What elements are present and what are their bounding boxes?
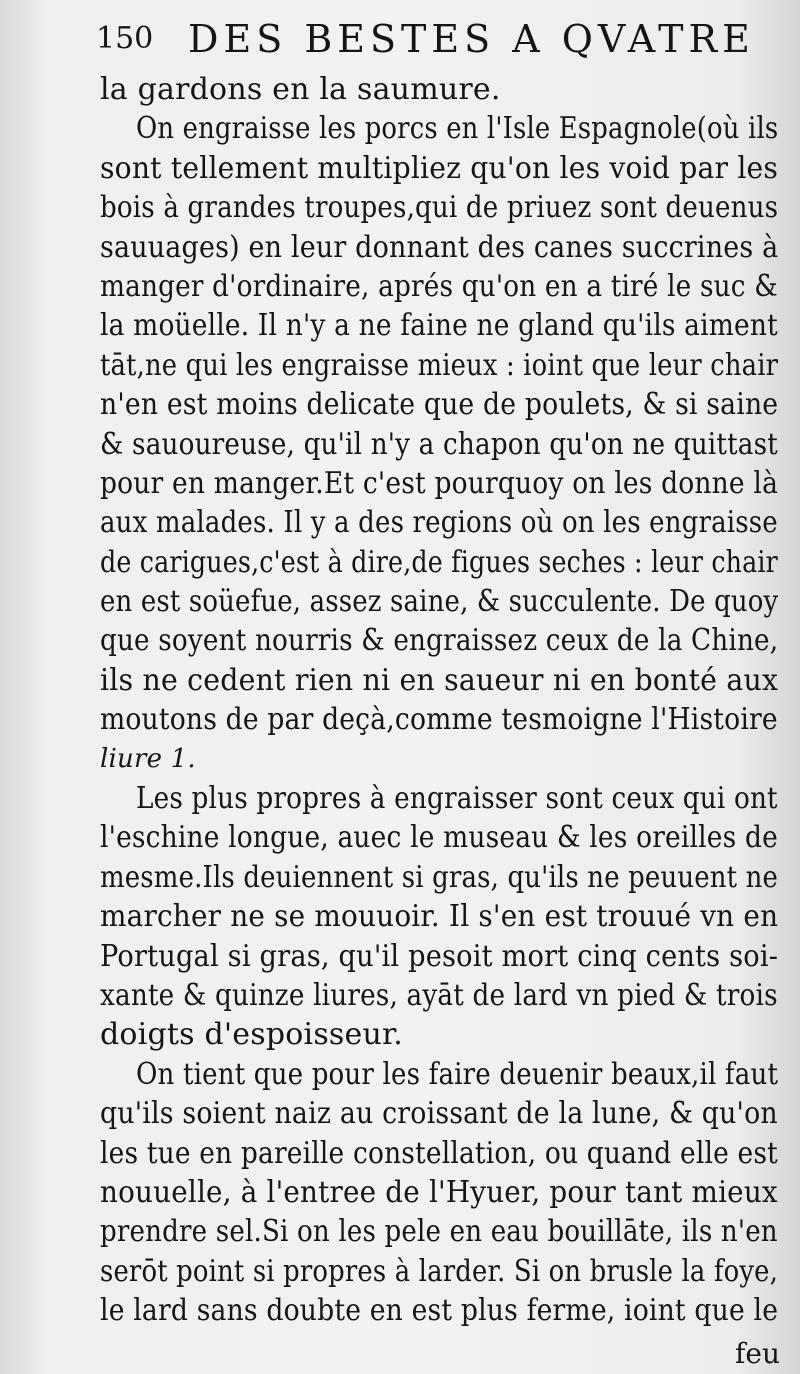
text-line: la moüelle. Il n'y a ne faine ne gland qu'ils aiment (100, 308, 778, 344)
text-line: manger d'ordinaire, aprés qu'on en a tiré le suc & (100, 268, 778, 304)
text-line: sauuages) en leur donnant des canes succrines à (100, 229, 778, 265)
text-line: aux malades. Il y a des regions où on les engraisse (100, 505, 778, 541)
text-line: sont tellement multipliez qu'on les void par les (100, 150, 778, 186)
text-body (100, 70, 778, 1331)
text-line: bois à grandes troupes,qui de priuez sont deuenus (100, 190, 778, 226)
page-number: 150 (96, 21, 154, 56)
text-line: pour en manger.Et c'est pourquoy on les donne là (100, 465, 778, 501)
text-line: prendre sel.Si on les pele en eau bouillāte, ils n'en (100, 1214, 778, 1250)
text-line: Les plus propres à engraisser sont ceux qui ont (136, 781, 778, 817)
page-header (96, 0, 778, 70)
text-line: qu'ils soient naiz au croissant de la lune, & qu'on (100, 1096, 778, 1132)
text-line: tāt,ne qui les engraisse mieux : ioint que leur chair (100, 347, 778, 383)
text-line: Portugal si gras, qu'il pesoit mort cinq cents soi- (100, 938, 778, 974)
text-line: l'eschine longue, auec le museau & les oreilles de (100, 820, 778, 856)
text-line: les tue en pareille constellation, ou quand elle est (100, 1135, 778, 1171)
text-line: en est soüefue, assez saine, & succulente. De quoy (100, 584, 778, 620)
text-line: xante & quinze liures, ayāt de lard vn pied & trois (100, 977, 778, 1013)
text-line: la gardons en la saumure. (100, 72, 501, 107)
text-line: n'en est moins delicate que de poulets, & si saine (100, 387, 778, 423)
text-line: ils ne cedent rien ni en saueur ni en bonté aux (100, 662, 778, 698)
text-line: le lard sans doubte en est plus ferme, ioint que le (100, 1293, 778, 1329)
text-line: On engraisse les porcs en l'Isle Espagnole(où ils (136, 111, 778, 147)
running-head: DES BESTES A QVATRE (188, 17, 755, 61)
text-line: & sauoureuse, qu'il n'y a chapon qu'on ne quittast (100, 426, 778, 462)
citation-line: liure 1. (100, 743, 196, 774)
text-line: serōt point si propres à larder. Si on brusle la foye, (100, 1253, 778, 1289)
text-line: mesme.Ils deuiennent si gras, qu'ils ne peuuent ne (100, 859, 778, 895)
text-line: marcher ne se mouuoir. Il s'en est trouué vn en (100, 899, 778, 935)
text-line: On tient que pour les faire deuenir beaux,il faut (136, 1056, 778, 1092)
text-line: doigts d'espoisseur. (100, 1017, 403, 1053)
catchword: feu (735, 1337, 780, 1370)
text-line: que soyent nourris & engraissez ceux de la Chine, (100, 623, 778, 659)
text-line: de carigues,c'est à dire,de figues seches : leur chair (100, 544, 778, 580)
text-line: moutons de par deçà,comme tesmoigne l'Histoire (100, 702, 778, 738)
text-line: nouuelle, à l'entree de l'Hyuer, pour tant mieux (100, 1174, 778, 1210)
